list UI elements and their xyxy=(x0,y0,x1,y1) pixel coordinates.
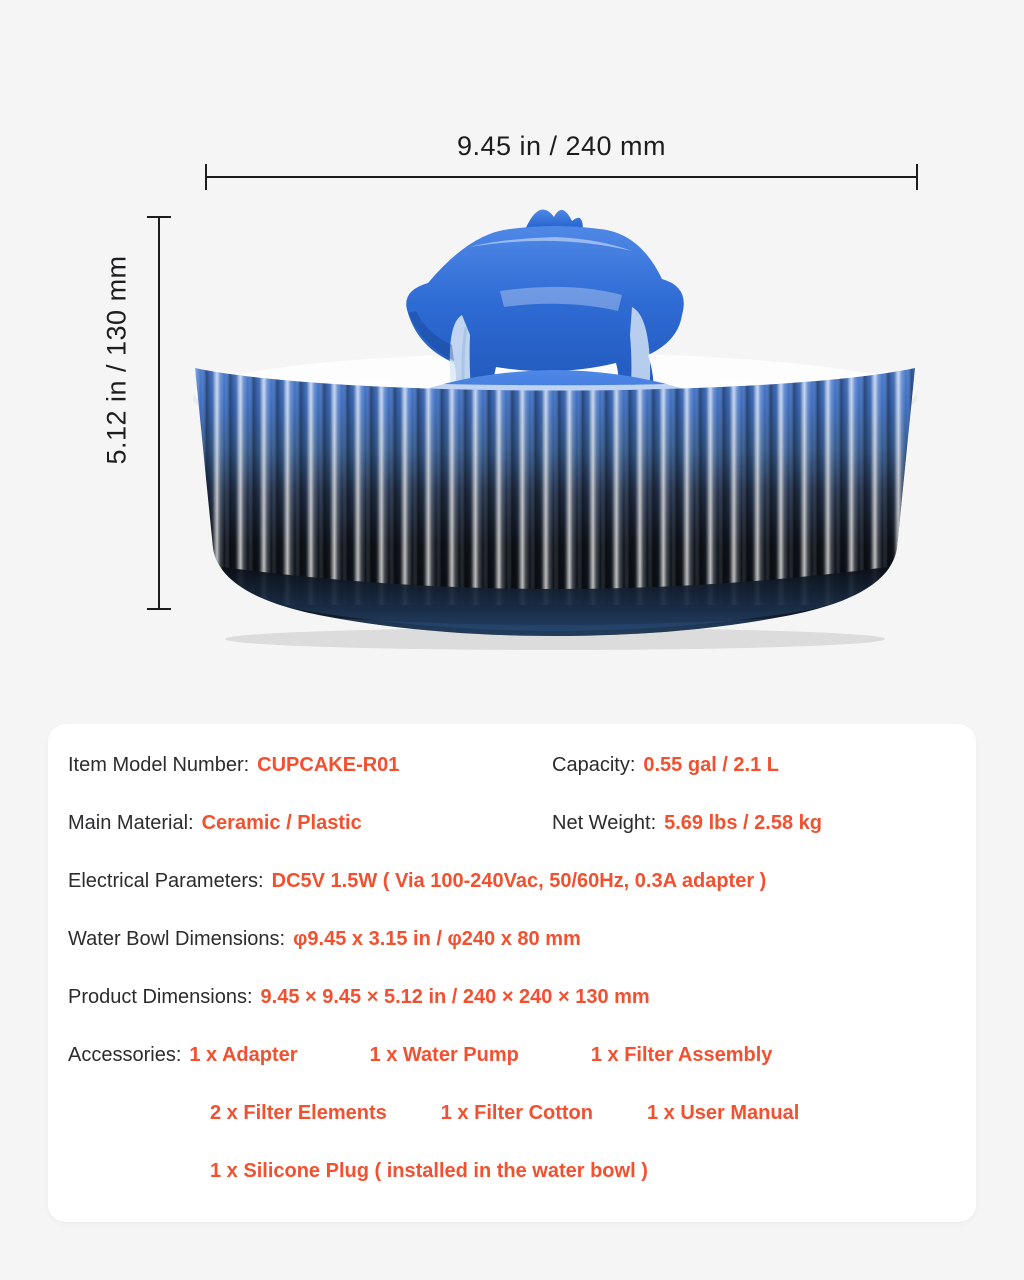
spec-row-accessories-1 xyxy=(68,1026,956,1084)
spec-row-material-weight xyxy=(68,794,956,852)
accessory-water-pump: 1 x Water Pump xyxy=(369,1043,519,1066)
spec-accessories-line2 xyxy=(210,1102,799,1125)
spec-label-item-model: Item Model Number: xyxy=(68,753,250,776)
accessory-filter-elements: 2 x Filter Elements xyxy=(210,1101,387,1124)
height-dimension-label: 5.12 in / 130 mm xyxy=(101,255,132,465)
spec-label-net-weight: Net Weight: xyxy=(552,811,657,834)
spec-row-model-capacity xyxy=(68,736,956,794)
accessory-user-manual: 1 x User Manual xyxy=(646,1101,800,1124)
spec-item-model xyxy=(68,754,552,777)
spec-capacity xyxy=(552,754,956,777)
accessory-filter-assembly: 1 x Filter Assembly xyxy=(590,1043,773,1066)
accessory-filter-cotton: 1 x Filter Cotton xyxy=(440,1101,593,1124)
spec-value-item-model: CUPCAKE-R01 xyxy=(257,753,400,776)
spec-product-dimensions xyxy=(68,986,650,1009)
product-photo-cupcake-fountain xyxy=(170,195,940,655)
spec-label-product-dimensions: Product Dimensions: xyxy=(68,985,253,1008)
spec-accessories-line3 xyxy=(210,1160,648,1183)
accessory-silicone-plug: 1 x Silicone Plug ( installed in the water bowl ) xyxy=(210,1159,648,1182)
spec-value-capacity: 0.55 gal / 2.1 L xyxy=(643,753,779,776)
spec-electrical xyxy=(68,870,766,893)
spec-row-water-bowl xyxy=(68,910,956,968)
height-dimension-line xyxy=(158,216,160,610)
spec-row-electrical xyxy=(68,852,956,910)
width-dimension-label: 9.45 in / 240 mm xyxy=(456,131,667,161)
spec-material xyxy=(68,812,552,835)
spec-card xyxy=(48,724,976,1222)
spec-label-electrical: Electrical Parameters: xyxy=(68,869,264,892)
spec-value-product-dimensions: 9.45 × 9.45 × 5.12 in / 240 × 240 × 130 mm xyxy=(260,985,650,1008)
spec-label-material: Main Material: xyxy=(68,811,194,834)
spec-label-capacity: Capacity: xyxy=(552,753,636,776)
spec-value-electrical: DC5V 1.5W ( Via 100-240Vac, 50/60Hz, 0.3A adapter ) xyxy=(271,869,767,892)
accessory-adapter: 1 x Adapter xyxy=(189,1043,298,1066)
spec-row-accessories-3 xyxy=(68,1142,956,1200)
spec-row-accessories-2 xyxy=(68,1084,956,1142)
spec-water-bowl xyxy=(68,928,581,951)
spec-accessories-line1 xyxy=(68,1044,772,1067)
spec-label-accessories: Accessories: xyxy=(68,1043,182,1066)
width-dimension-line xyxy=(205,176,918,178)
spec-net-weight xyxy=(552,812,956,835)
spec-label-water-bowl: Water Bowl Dimensions: xyxy=(68,927,286,950)
bowl-fluted-wall xyxy=(170,345,940,636)
spec-value-net-weight: 5.69 lbs / 2.58 kg xyxy=(664,811,822,834)
spec-row-product-dimensions xyxy=(68,968,956,1026)
spec-value-material: Ceramic / Plastic xyxy=(201,811,362,834)
spec-value-water-bowl: φ9.45 x 3.15 in / φ240 x 80 mm xyxy=(293,927,581,950)
